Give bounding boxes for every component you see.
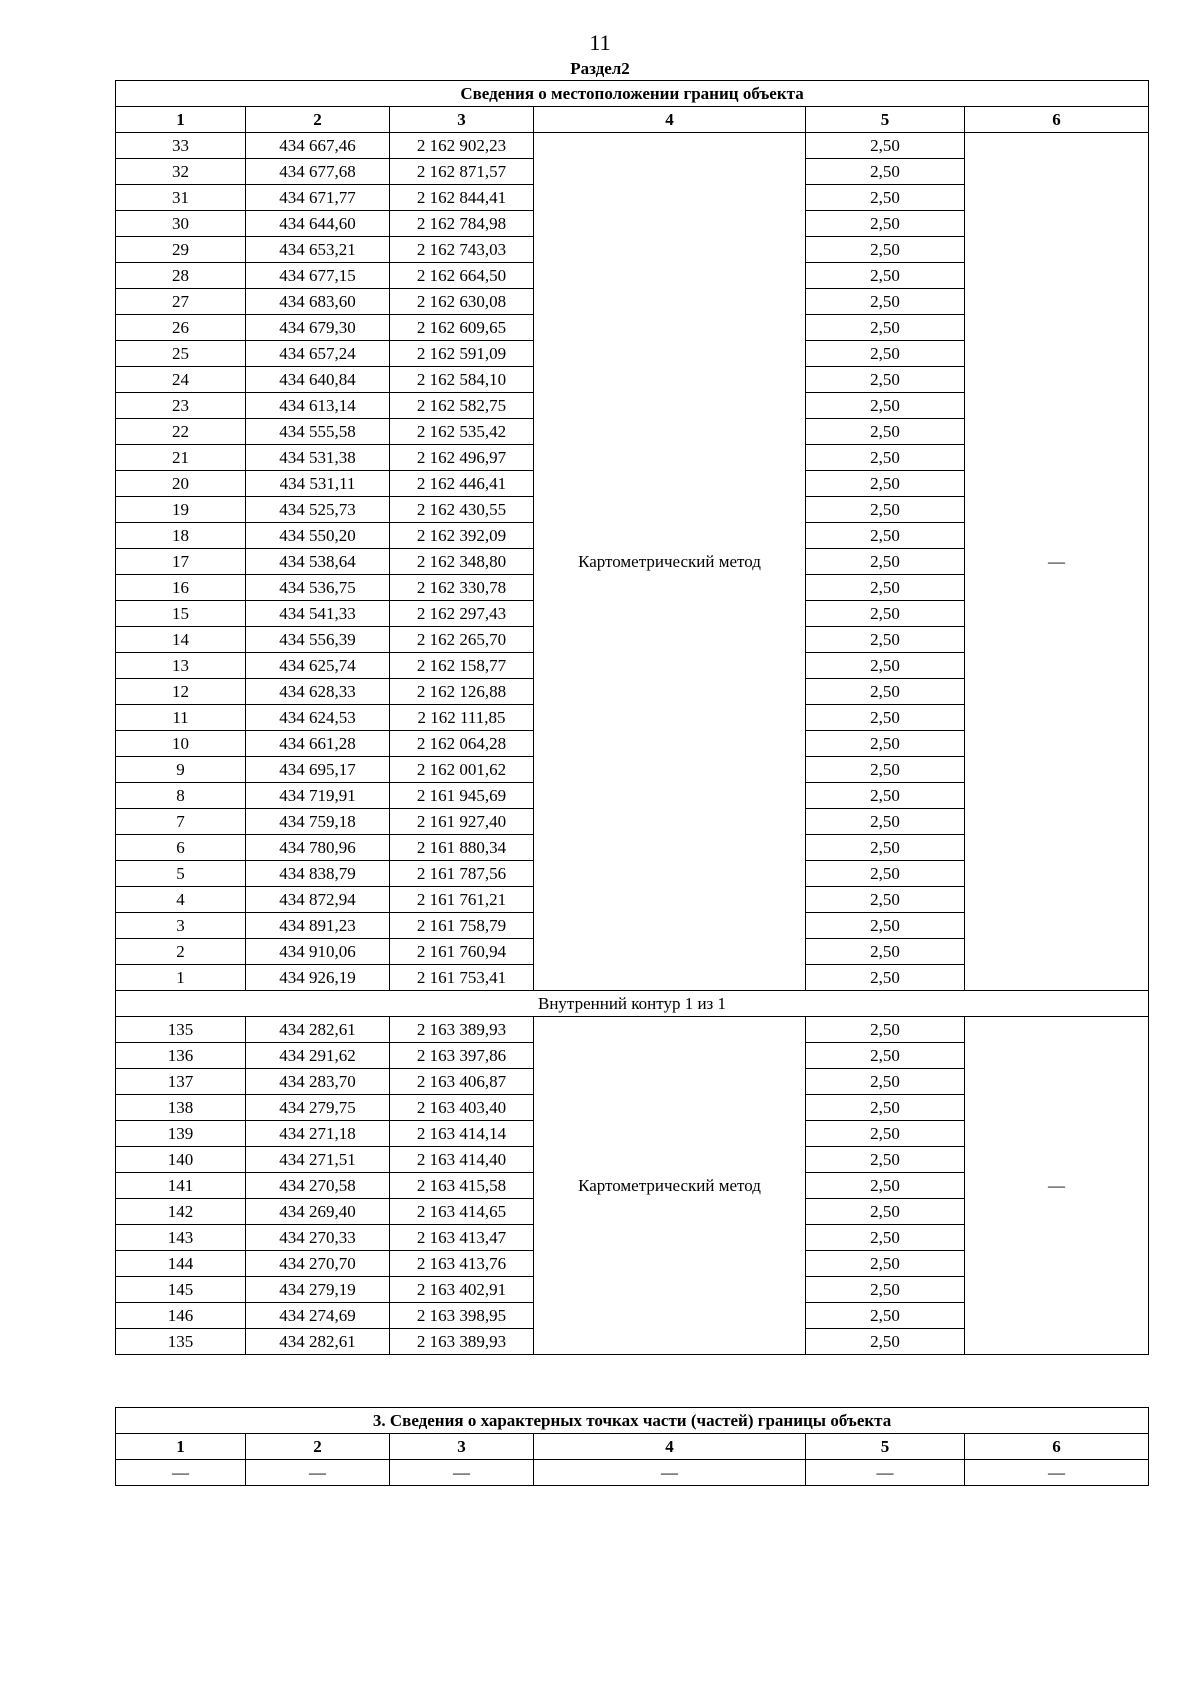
y-coordinate-cell: 2 162 630,08 bbox=[390, 289, 534, 315]
x-coordinate-cell: 434 531,38 bbox=[246, 445, 390, 471]
column-header: 1 bbox=[116, 1434, 246, 1460]
point-number-cell: 5 bbox=[116, 861, 246, 887]
x-coordinate-cell: 434 550,20 bbox=[246, 523, 390, 549]
y-coordinate-cell: 2 163 414,65 bbox=[390, 1199, 534, 1225]
point-number-cell: 139 bbox=[116, 1121, 246, 1147]
y-coordinate-cell: 2 161 945,69 bbox=[390, 783, 534, 809]
y-coordinate-cell: 2 163 415,58 bbox=[390, 1173, 534, 1199]
point-number-cell: 7 bbox=[116, 809, 246, 835]
point-number-cell: 27 bbox=[116, 289, 246, 315]
accuracy-cell: 2,50 bbox=[806, 471, 965, 497]
point-number-cell: 3 bbox=[116, 913, 246, 939]
y-coordinate-cell: 2 162 330,78 bbox=[390, 575, 534, 601]
x-coordinate-cell: 434 271,51 bbox=[246, 1147, 390, 1173]
table-row bbox=[116, 133, 1149, 159]
accuracy-cell: 2,50 bbox=[806, 549, 965, 575]
x-coordinate-cell: 434 282,61 bbox=[246, 1329, 390, 1355]
x-coordinate-cell: 434 279,75 bbox=[246, 1095, 390, 1121]
point-number-cell: 9 bbox=[116, 757, 246, 783]
accuracy-cell: 2,50 bbox=[806, 887, 965, 913]
x-coordinate-cell: 434 910,06 bbox=[246, 939, 390, 965]
accuracy-cell: 2,50 bbox=[806, 965, 965, 991]
method-cell: Картометрический метод bbox=[534, 133, 806, 991]
point-number-cell: 143 bbox=[116, 1225, 246, 1251]
boundary-coordinates-table bbox=[115, 80, 1149, 1355]
point-number-cell: 22 bbox=[116, 419, 246, 445]
x-coordinate-cell: 434 695,17 bbox=[246, 757, 390, 783]
accuracy-cell: 2,50 bbox=[806, 341, 965, 367]
column-header: 1 bbox=[116, 107, 246, 133]
y-coordinate-cell: 2 162 430,55 bbox=[390, 497, 534, 523]
accuracy-cell: 2,50 bbox=[806, 1069, 965, 1095]
column-header: 3 bbox=[390, 107, 534, 133]
y-coordinate-cell: 2 162 743,03 bbox=[390, 237, 534, 263]
accuracy-cell: 2,50 bbox=[806, 705, 965, 731]
y-coordinate-cell: 2 163 403,40 bbox=[390, 1095, 534, 1121]
y-coordinate-cell: 2 163 402,91 bbox=[390, 1277, 534, 1303]
point-number-cell: 137 bbox=[116, 1069, 246, 1095]
x-coordinate-cell: 434 780,96 bbox=[246, 835, 390, 861]
point-number-cell: 20 bbox=[116, 471, 246, 497]
accuracy-cell: 2,50 bbox=[806, 1277, 965, 1303]
column-header: 3 bbox=[390, 1434, 534, 1460]
y-coordinate-cell: 2 162 392,09 bbox=[390, 523, 534, 549]
y-coordinate-cell: 2 162 111,85 bbox=[390, 705, 534, 731]
y-coordinate-cell: 2 162 784,98 bbox=[390, 211, 534, 237]
x-coordinate-cell: 434 270,33 bbox=[246, 1225, 390, 1251]
y-coordinate-cell: 2 161 758,79 bbox=[390, 913, 534, 939]
x-coordinate-cell: 434 624,53 bbox=[246, 705, 390, 731]
x-coordinate-cell: 434 759,18 bbox=[246, 809, 390, 835]
accuracy-cell: 2,50 bbox=[806, 653, 965, 679]
empty-dash: — bbox=[534, 1460, 806, 1486]
y-coordinate-cell: 2 161 787,56 bbox=[390, 861, 534, 887]
accuracy-cell: 2,50 bbox=[806, 1225, 965, 1251]
empty-dash: — bbox=[116, 1460, 246, 1486]
table-row bbox=[116, 1017, 1149, 1043]
x-coordinate-cell: 434 279,19 bbox=[246, 1277, 390, 1303]
accuracy-cell: 2,50 bbox=[806, 731, 965, 757]
point-number-cell: 17 bbox=[116, 549, 246, 575]
column-header: 6 bbox=[965, 1434, 1149, 1460]
accuracy-cell: 2,50 bbox=[806, 497, 965, 523]
point-number-cell: 135 bbox=[116, 1017, 246, 1043]
accuracy-cell: 2,50 bbox=[806, 1173, 965, 1199]
accuracy-cell: 2,50 bbox=[806, 1303, 965, 1329]
y-coordinate-cell: 2 162 158,77 bbox=[390, 653, 534, 679]
accuracy-cell: 2,50 bbox=[806, 809, 965, 835]
accuracy-cell: 2,50 bbox=[806, 1121, 965, 1147]
x-coordinate-cell: 434 677,15 bbox=[246, 263, 390, 289]
y-coordinate-cell: 2 162 902,23 bbox=[390, 133, 534, 159]
x-coordinate-cell: 434 538,64 bbox=[246, 549, 390, 575]
point-number-cell: 2 bbox=[116, 939, 246, 965]
point-number-cell: 136 bbox=[116, 1043, 246, 1069]
parts-empty-row bbox=[116, 1460, 1149, 1486]
page-number: 11 bbox=[589, 30, 611, 55]
x-coordinate-cell: 434 872,94 bbox=[246, 887, 390, 913]
x-coordinate-cell: 434 270,58 bbox=[246, 1173, 390, 1199]
accuracy-cell: 2,50 bbox=[806, 289, 965, 315]
accuracy-cell: 2,50 bbox=[806, 679, 965, 705]
y-coordinate-cell: 2 161 880,34 bbox=[390, 835, 534, 861]
accuracy-cell: 2,50 bbox=[806, 367, 965, 393]
y-coordinate-cell: 2 161 760,94 bbox=[390, 939, 534, 965]
point-number-cell: 8 bbox=[116, 783, 246, 809]
x-coordinate-cell: 434 661,28 bbox=[246, 731, 390, 757]
point-number-cell: 15 bbox=[116, 601, 246, 627]
point-number-cell: 10 bbox=[116, 731, 246, 757]
accuracy-cell: 2,50 bbox=[806, 1017, 965, 1043]
empty-dash: — bbox=[965, 1460, 1149, 1486]
x-coordinate-cell: 434 644,60 bbox=[246, 211, 390, 237]
column-6-cell: — bbox=[965, 133, 1149, 991]
point-number-cell: 13 bbox=[116, 653, 246, 679]
point-number-cell: 31 bbox=[116, 185, 246, 211]
accuracy-cell: 2,50 bbox=[806, 419, 965, 445]
accuracy-cell: 2,50 bbox=[806, 601, 965, 627]
point-number-cell: 25 bbox=[116, 341, 246, 367]
x-coordinate-cell: 434 677,68 bbox=[246, 159, 390, 185]
inner-contour-label: Внутренний контур 1 из 1 bbox=[116, 991, 1149, 1017]
point-number-cell: 16 bbox=[116, 575, 246, 601]
x-coordinate-cell: 434 271,18 bbox=[246, 1121, 390, 1147]
x-coordinate-cell: 434 541,33 bbox=[246, 601, 390, 627]
point-number-cell: 24 bbox=[116, 367, 246, 393]
point-number-cell: 11 bbox=[116, 705, 246, 731]
column-header: 2 bbox=[246, 1434, 390, 1460]
accuracy-cell: 2,50 bbox=[806, 835, 965, 861]
y-coordinate-cell: 2 163 414,14 bbox=[390, 1121, 534, 1147]
accuracy-cell: 2,50 bbox=[806, 1147, 965, 1173]
accuracy-cell: 2,50 bbox=[806, 1043, 965, 1069]
y-coordinate-cell: 2 162 348,80 bbox=[390, 549, 534, 575]
x-coordinate-cell: 434 525,73 bbox=[246, 497, 390, 523]
accuracy-cell: 2,50 bbox=[806, 939, 965, 965]
point-number-cell: 1 bbox=[116, 965, 246, 991]
y-coordinate-cell: 2 162 126,88 bbox=[390, 679, 534, 705]
x-coordinate-cell: 434 657,24 bbox=[246, 341, 390, 367]
parts-section-title: 3. Сведения о характерных точках части (частей) границы объекта bbox=[116, 1408, 1149, 1434]
accuracy-cell: 2,50 bbox=[806, 575, 965, 601]
point-number-cell: 12 bbox=[116, 679, 246, 705]
accuracy-cell: 2,50 bbox=[806, 913, 965, 939]
y-coordinate-cell: 2 162 609,65 bbox=[390, 315, 534, 341]
point-number-cell: 140 bbox=[116, 1147, 246, 1173]
x-coordinate-cell: 434 625,74 bbox=[246, 653, 390, 679]
parts-points-table bbox=[115, 1407, 1149, 1486]
point-number-cell: 145 bbox=[116, 1277, 246, 1303]
point-number-cell: 21 bbox=[116, 445, 246, 471]
point-number-cell: 144 bbox=[116, 1251, 246, 1277]
accuracy-cell: 2,50 bbox=[806, 185, 965, 211]
column-header: 5 bbox=[806, 107, 965, 133]
y-coordinate-cell: 2 162 001,62 bbox=[390, 757, 534, 783]
point-number-cell: 141 bbox=[116, 1173, 246, 1199]
y-coordinate-cell: 2 161 753,41 bbox=[390, 965, 534, 991]
accuracy-cell: 2,50 bbox=[806, 757, 965, 783]
accuracy-cell: 2,50 bbox=[806, 237, 965, 263]
point-number-cell: 28 bbox=[116, 263, 246, 289]
empty-dash: — bbox=[390, 1460, 534, 1486]
y-coordinate-cell: 2 163 389,93 bbox=[390, 1017, 534, 1043]
x-coordinate-cell: 434 628,33 bbox=[246, 679, 390, 705]
accuracy-cell: 2,50 bbox=[806, 263, 965, 289]
x-coordinate-cell: 434 667,46 bbox=[246, 133, 390, 159]
point-number-cell: 32 bbox=[116, 159, 246, 185]
accuracy-cell: 2,50 bbox=[806, 1329, 965, 1355]
x-coordinate-cell: 434 556,39 bbox=[246, 627, 390, 653]
point-number-cell: 26 bbox=[116, 315, 246, 341]
y-coordinate-cell: 2 163 413,47 bbox=[390, 1225, 534, 1251]
y-coordinate-cell: 2 162 844,41 bbox=[390, 185, 534, 211]
x-coordinate-cell: 434 926,19 bbox=[246, 965, 390, 991]
accuracy-cell: 2,50 bbox=[806, 159, 965, 185]
accuracy-cell: 2,50 bbox=[806, 523, 965, 549]
column-header: 4 bbox=[534, 107, 806, 133]
y-coordinate-cell: 2 162 591,09 bbox=[390, 341, 534, 367]
y-coordinate-cell: 2 163 406,87 bbox=[390, 1069, 534, 1095]
point-number-cell: 146 bbox=[116, 1303, 246, 1329]
y-coordinate-cell: 2 162 582,75 bbox=[390, 393, 534, 419]
y-coordinate-cell: 2 162 064,28 bbox=[390, 731, 534, 757]
accuracy-cell: 2,50 bbox=[806, 211, 965, 237]
x-coordinate-cell: 434 838,79 bbox=[246, 861, 390, 887]
y-coordinate-cell: 2 162 496,97 bbox=[390, 445, 534, 471]
accuracy-cell: 2,50 bbox=[806, 315, 965, 341]
accuracy-cell: 2,50 bbox=[806, 783, 965, 809]
point-number-cell: 19 bbox=[116, 497, 246, 523]
point-number-cell: 138 bbox=[116, 1095, 246, 1121]
point-number-cell: 29 bbox=[116, 237, 246, 263]
table-caption: Сведения о местоположении границ объекта bbox=[116, 81, 1149, 107]
point-number-cell: 23 bbox=[116, 393, 246, 419]
x-coordinate-cell: 434 671,77 bbox=[246, 185, 390, 211]
point-number-cell: 6 bbox=[116, 835, 246, 861]
y-coordinate-cell: 2 162 535,42 bbox=[390, 419, 534, 445]
x-coordinate-cell: 434 640,84 bbox=[246, 367, 390, 393]
y-coordinate-cell: 2 163 398,95 bbox=[390, 1303, 534, 1329]
y-coordinate-cell: 2 163 413,76 bbox=[390, 1251, 534, 1277]
x-coordinate-cell: 434 653,21 bbox=[246, 237, 390, 263]
x-coordinate-cell: 434 282,61 bbox=[246, 1017, 390, 1043]
y-coordinate-cell: 2 163 389,93 bbox=[390, 1329, 534, 1355]
method-cell: Картометрический метод bbox=[534, 1017, 806, 1355]
empty-dash: — bbox=[806, 1460, 965, 1486]
point-number-cell: 4 bbox=[116, 887, 246, 913]
x-coordinate-cell: 434 274,69 bbox=[246, 1303, 390, 1329]
accuracy-cell: 2,50 bbox=[806, 393, 965, 419]
inner-contour-row bbox=[116, 991, 1149, 1017]
accuracy-cell: 2,50 bbox=[806, 627, 965, 653]
accuracy-cell: 2,50 bbox=[806, 1095, 965, 1121]
x-coordinate-cell: 434 291,62 bbox=[246, 1043, 390, 1069]
point-number-cell: 30 bbox=[116, 211, 246, 237]
x-coordinate-cell: 434 719,91 bbox=[246, 783, 390, 809]
point-number-cell: 18 bbox=[116, 523, 246, 549]
x-coordinate-cell: 434 283,70 bbox=[246, 1069, 390, 1095]
x-coordinate-cell: 434 269,40 bbox=[246, 1199, 390, 1225]
y-coordinate-cell: 2 162 297,43 bbox=[390, 601, 534, 627]
y-coordinate-cell: 2 163 397,86 bbox=[390, 1043, 534, 1069]
point-number-cell: 14 bbox=[116, 627, 246, 653]
x-coordinate-cell: 434 531,11 bbox=[246, 471, 390, 497]
y-coordinate-cell: 2 162 871,57 bbox=[390, 159, 534, 185]
column-header: 6 bbox=[965, 107, 1149, 133]
y-coordinate-cell: 2 161 927,40 bbox=[390, 809, 534, 835]
parts-column-header-row bbox=[116, 1434, 1149, 1460]
y-coordinate-cell: 2 161 761,21 bbox=[390, 887, 534, 913]
point-number-cell: 135 bbox=[116, 1329, 246, 1355]
x-coordinate-cell: 434 613,14 bbox=[246, 393, 390, 419]
column-header: 2 bbox=[246, 107, 390, 133]
accuracy-cell: 2,50 bbox=[806, 1251, 965, 1277]
column-header: 5 bbox=[806, 1434, 965, 1460]
column-header: 4 bbox=[534, 1434, 806, 1460]
accuracy-cell: 2,50 bbox=[806, 133, 965, 159]
y-coordinate-cell: 2 162 446,41 bbox=[390, 471, 534, 497]
point-number-cell: 142 bbox=[116, 1199, 246, 1225]
point-number-cell: 33 bbox=[116, 133, 246, 159]
x-coordinate-cell: 434 555,58 bbox=[246, 419, 390, 445]
accuracy-cell: 2,50 bbox=[806, 1199, 965, 1225]
section-title: Раздел2 bbox=[570, 59, 630, 78]
x-coordinate-cell: 434 891,23 bbox=[246, 913, 390, 939]
accuracy-cell: 2,50 bbox=[806, 861, 965, 887]
accuracy-cell: 2,50 bbox=[806, 445, 965, 471]
y-coordinate-cell: 2 162 584,10 bbox=[390, 367, 534, 393]
empty-dash: — bbox=[246, 1460, 390, 1486]
x-coordinate-cell: 434 683,60 bbox=[246, 289, 390, 315]
column-header-row bbox=[116, 107, 1149, 133]
x-coordinate-cell: 434 679,30 bbox=[246, 315, 390, 341]
column-6-cell: — bbox=[965, 1017, 1149, 1355]
y-coordinate-cell: 2 162 664,50 bbox=[390, 263, 534, 289]
y-coordinate-cell: 2 163 414,40 bbox=[390, 1147, 534, 1173]
x-coordinate-cell: 434 536,75 bbox=[246, 575, 390, 601]
y-coordinate-cell: 2 162 265,70 bbox=[390, 627, 534, 653]
x-coordinate-cell: 434 270,70 bbox=[246, 1251, 390, 1277]
